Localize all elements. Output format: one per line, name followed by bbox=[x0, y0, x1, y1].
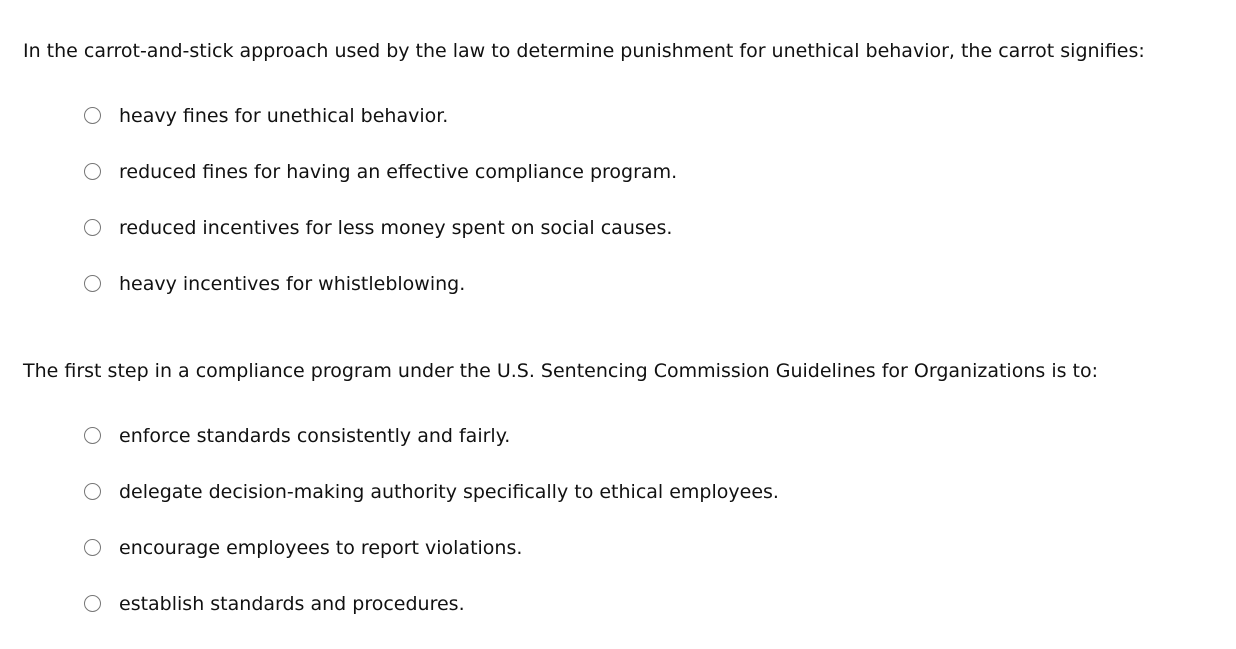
answer-option-1b[interactable] bbox=[84, 161, 677, 217]
question-1-options bbox=[84, 105, 677, 329]
radio-button-icon[interactable] bbox=[84, 219, 101, 236]
radio-button-icon[interactable] bbox=[84, 595, 101, 612]
answer-option-1c[interactable] bbox=[84, 217, 677, 273]
radio-button-icon[interactable] bbox=[84, 427, 101, 444]
answer-option-label[interactable]: enforce standards consistently and fairly. bbox=[119, 425, 511, 447]
answer-option-label[interactable]: reduced incentives for less money spent on social causes. bbox=[119, 217, 673, 239]
answer-option-label[interactable]: heavy incentives for whistleblowing. bbox=[119, 273, 466, 295]
answer-option-2b[interactable] bbox=[84, 481, 779, 537]
radio-button-icon[interactable] bbox=[84, 483, 101, 500]
answer-option-label[interactable]: reduced fines for having an effective compliance program. bbox=[119, 161, 678, 183]
question-2-prompt: The first step in a compliance program under the U.S. Sentencing Commission Guidelines for Organizations is to: bbox=[23, 360, 1099, 382]
radio-button-icon[interactable] bbox=[84, 163, 101, 180]
radio-button-icon[interactable] bbox=[84, 539, 101, 556]
radio-button-icon[interactable] bbox=[84, 107, 101, 124]
answer-option-2d[interactable] bbox=[84, 593, 779, 649]
answer-option-label[interactable]: encourage employees to report violations. bbox=[119, 537, 523, 559]
answer-option-2a[interactable] bbox=[84, 425, 779, 481]
answer-option-2c[interactable] bbox=[84, 537, 779, 593]
answer-option-1a[interactable] bbox=[84, 105, 677, 161]
question-2-options bbox=[84, 425, 779, 649]
radio-button-icon[interactable] bbox=[84, 275, 101, 292]
answer-option-1d[interactable] bbox=[84, 273, 677, 329]
answer-option-label[interactable]: establish standards and procedures. bbox=[119, 593, 465, 615]
answer-option-label[interactable]: heavy fines for unethical behavior. bbox=[119, 105, 449, 127]
question-1-prompt: In the carrot-and-stick approach used by the law to determine punishment for unethical behavior, the carrot signifies: bbox=[23, 40, 1145, 62]
answer-option-label[interactable]: delegate decision-making authority specifically to ethical employees. bbox=[119, 481, 779, 503]
